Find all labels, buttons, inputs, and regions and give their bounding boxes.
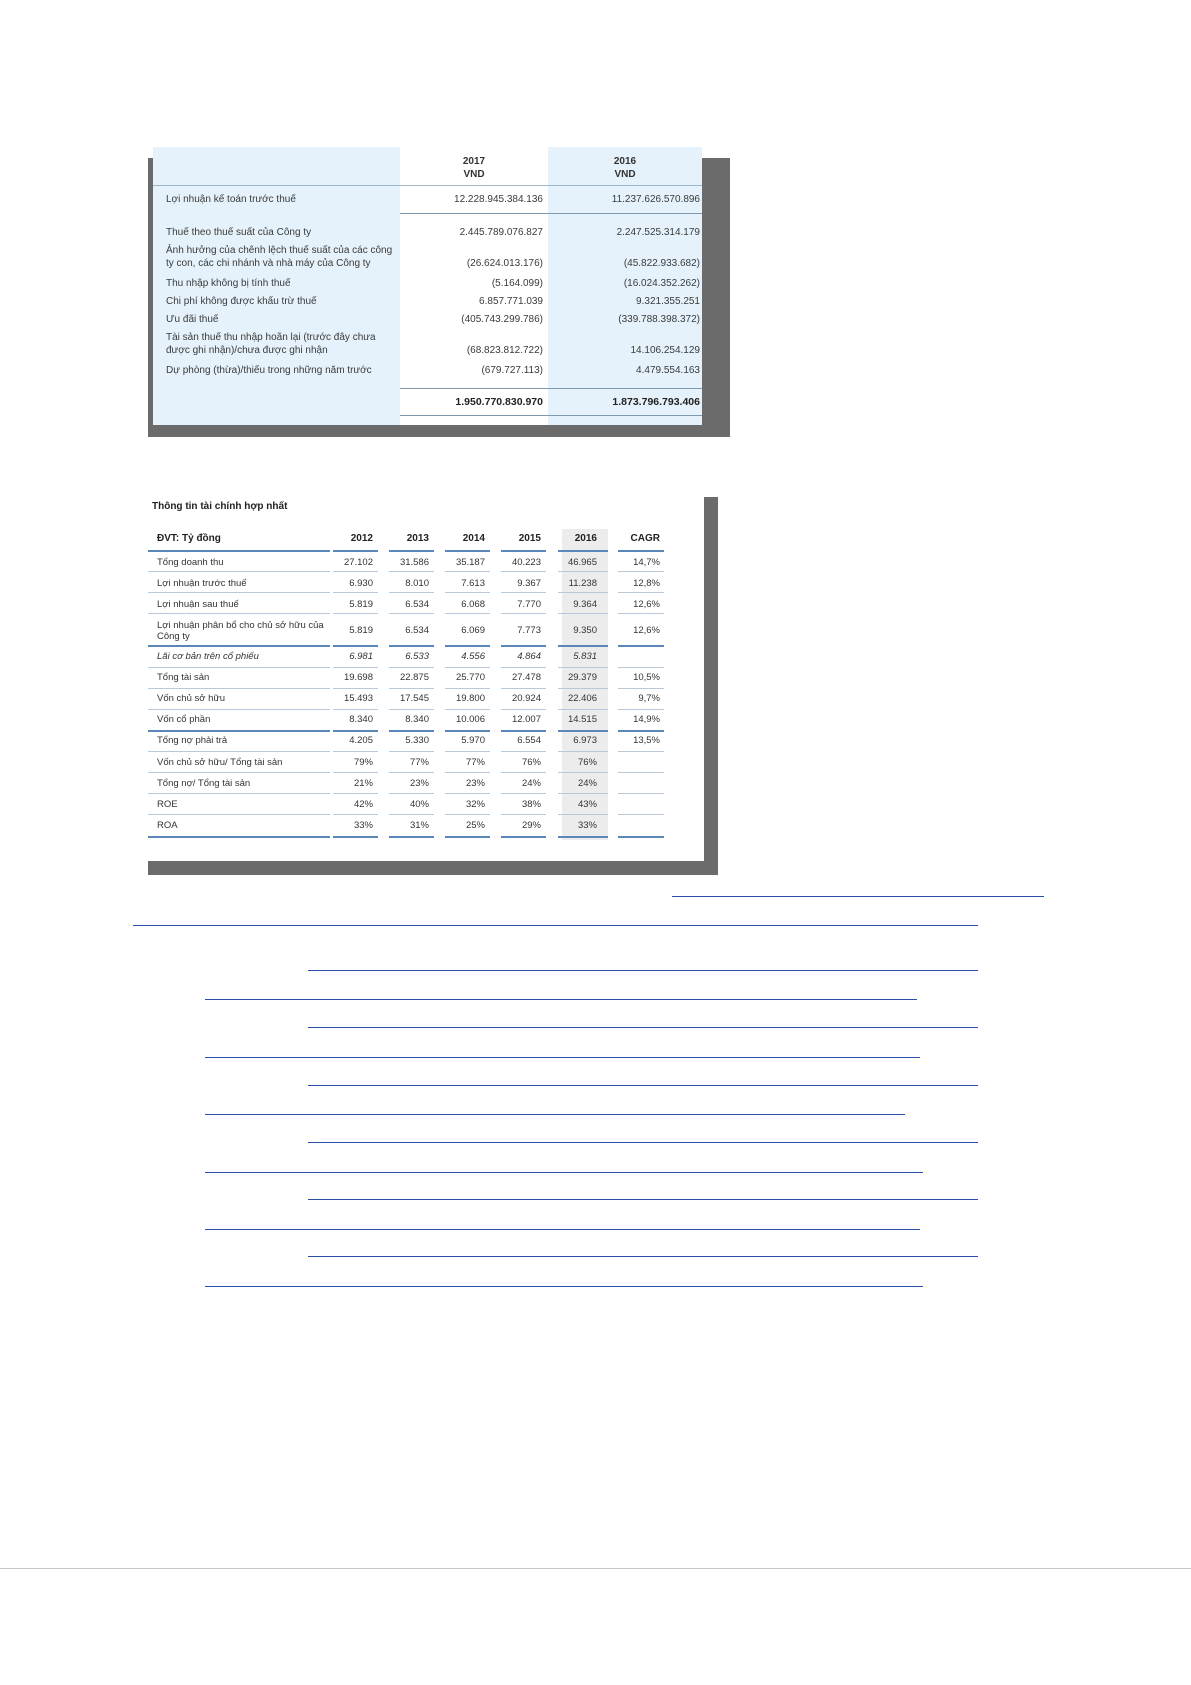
tax-reconciliation-table <box>148 147 730 437</box>
row-rule <box>445 751 490 752</box>
cagr-cell: 14,9% <box>633 714 660 725</box>
row-label: Tổng tài sản <box>157 672 210 683</box>
total-bottom-rule <box>400 415 702 416</box>
value-cell: 6.981 <box>349 651 373 662</box>
row-rule <box>445 709 490 710</box>
row-rule <box>389 688 434 689</box>
value-cell: 27.102 <box>343 557 373 568</box>
row-label: Lợi nhuận phân bổ cho chủ sở hữu của Công ty <box>157 620 324 642</box>
value-2016: (45.822.933.682) <box>623 258 700 269</box>
section-rule <box>389 730 434 732</box>
row-label: ROE <box>157 799 178 810</box>
value-cell: 29% <box>521 820 541 831</box>
row-rule <box>389 793 434 794</box>
row-rule <box>389 814 434 815</box>
row-label: Chi phí không được khấu trừ thuế <box>166 296 317 307</box>
unit-label: VND <box>463 169 485 180</box>
value-2016: 11.237.626.570.896 <box>611 194 700 205</box>
value-cell: 11.238 <box>568 578 597 589</box>
blank-line[interactable] <box>205 1172 923 1173</box>
value-cell: 6.069 <box>461 625 485 636</box>
value-cell: 22.875 <box>399 672 429 683</box>
row-rule <box>148 709 330 710</box>
cagr-cell: 10,5% <box>633 672 660 683</box>
value-cell: 31% <box>409 820 429 831</box>
blank-line[interactable] <box>205 999 917 1000</box>
value-cell: 6.554 <box>517 735 541 746</box>
value-2017: (26.624.013.176) <box>466 258 543 269</box>
value-2017: (679.727.113) <box>481 365 543 376</box>
value-cell: 7.613 <box>461 578 485 589</box>
unit-header: ĐVT: Tỷ đồng <box>157 533 221 544</box>
value-cell: 27.478 <box>511 672 541 683</box>
blank-line[interactable] <box>672 896 1044 897</box>
value-2017: (68.823.812.722) <box>466 345 543 356</box>
value-cell: 10.006 <box>455 714 485 725</box>
cagr-cell: 12,6% <box>633 625 660 636</box>
value-2016: 9.321.355.251 <box>636 296 700 307</box>
row-rule <box>148 667 330 668</box>
row-label: Vốn chủ sở hữu <box>157 693 226 704</box>
value-cell: 23% <box>465 778 485 789</box>
section-rule <box>333 730 378 732</box>
row-rule <box>618 571 664 572</box>
cagr-cell: 13,5% <box>633 735 660 746</box>
value-cell: 21% <box>353 778 373 789</box>
value-cell: 6.973 <box>573 735 597 746</box>
row-rule <box>445 613 490 614</box>
value-cell: 8.340 <box>405 714 429 725</box>
value-cell: 77% <box>409 757 429 768</box>
total-2016: 1.873.796.793.406 <box>612 396 700 408</box>
section-rule <box>558 836 608 838</box>
row-rule <box>333 709 378 710</box>
value-cell: 5.831 <box>573 651 597 662</box>
value-cell: 40% <box>409 799 429 810</box>
cagr-cell: 12,6% <box>633 599 660 610</box>
row-rule <box>389 772 434 773</box>
row-rule <box>501 688 546 689</box>
section-rule <box>558 730 608 732</box>
total-top-rule <box>400 388 702 389</box>
row-rule <box>148 613 330 614</box>
consolidated-financial-table <box>148 497 718 875</box>
row-rule <box>501 814 546 815</box>
year-header: 2012 <box>350 533 373 544</box>
value-cell: 76% <box>521 757 541 768</box>
value-cell: 19.800 <box>455 693 485 704</box>
row-rule <box>333 592 378 593</box>
value-cell: 23% <box>409 778 429 789</box>
row-rule <box>558 688 608 689</box>
value-cell: 76% <box>577 757 597 768</box>
section-rule <box>148 550 330 552</box>
row-label: Vốn chủ sở hữu/ Tổng tài sản <box>157 757 283 768</box>
value-cell: 15.493 <box>343 693 373 704</box>
value-cell: 4.556 <box>461 651 485 662</box>
value-cell: 7.770 <box>517 599 541 610</box>
blank-line[interactable] <box>308 1199 978 1200</box>
row-rule <box>618 814 664 815</box>
value-cell: 25% <box>465 820 485 831</box>
value-cell: 40.223 <box>511 557 541 568</box>
row-label: Lợi nhuận trước thuế <box>157 578 247 589</box>
row-label: Tổng doanh thu <box>157 557 224 568</box>
row-rule <box>558 613 608 614</box>
header-rule <box>153 185 702 186</box>
value-cell: 35.187 <box>455 557 485 568</box>
section-rule <box>148 836 330 838</box>
section-rule <box>501 730 546 732</box>
row-rule <box>618 613 664 614</box>
value-cell: 24% <box>521 778 541 789</box>
value-cell: 5.330 <box>405 735 429 746</box>
value-cell: 25.770 <box>455 672 485 683</box>
section-rule <box>333 550 378 552</box>
section-rule <box>501 836 546 838</box>
row-label: Tổng nợ phải trả <box>157 735 228 746</box>
row-rule <box>501 751 546 752</box>
value-cell: 19.698 <box>343 672 373 683</box>
row-rule <box>618 751 664 752</box>
row-rule <box>618 592 664 593</box>
value-2017: (405.743.299.786) <box>461 314 543 325</box>
table-title: Thông tin tài chính hợp nhất <box>152 501 288 512</box>
row-rule <box>558 709 608 710</box>
blank-line[interactable] <box>205 1057 920 1058</box>
row-label: Thu nhập không bị tính thuế <box>166 278 291 289</box>
table-sheet <box>148 497 704 861</box>
value-cell: 4.205 <box>349 735 373 746</box>
value-cell: 42% <box>353 799 373 810</box>
value-cell: 38% <box>521 799 541 810</box>
year-header: 2014 <box>462 533 485 544</box>
row-rule <box>445 667 490 668</box>
value-cell: 6.930 <box>349 578 373 589</box>
value-cell: 32% <box>465 799 485 810</box>
section-rule <box>389 836 434 838</box>
value-cell: 9.350 <box>573 625 597 636</box>
row-rule <box>148 571 330 572</box>
value-cell: 5.819 <box>349 625 373 636</box>
row-rule <box>389 613 434 614</box>
row-rule <box>333 571 378 572</box>
row-rule <box>501 571 546 572</box>
section-rule <box>618 730 664 732</box>
value-cell: 5.970 <box>461 735 485 746</box>
row-rule <box>445 592 490 593</box>
blank-line[interactable] <box>205 1286 923 1287</box>
row-rule <box>558 814 608 815</box>
blank-line[interactable] <box>308 1256 978 1257</box>
value-2016: (16.024.352.262) <box>623 278 700 289</box>
year-label: 2016 <box>613 156 637 167</box>
value-cell: 8.010 <box>405 578 429 589</box>
row-rule <box>389 709 434 710</box>
section-rule <box>618 645 664 647</box>
section-rule <box>558 645 608 647</box>
value-cell: 5.819 <box>349 599 373 610</box>
row-rule <box>501 592 546 593</box>
value-cell: 22.406 <box>567 693 597 704</box>
section-rule <box>618 550 664 552</box>
value-cell: 6.534 <box>405 599 429 610</box>
value-cell: 9.364 <box>573 599 597 610</box>
row-label: Lợi nhuận sau thuế <box>157 599 239 610</box>
row-rule <box>333 613 378 614</box>
row-rule <box>389 751 434 752</box>
value-cell: 6.534 <box>405 625 429 636</box>
row-label: ROA <box>157 820 178 831</box>
footer-rule <box>0 1568 1191 1569</box>
value-cell: 4.864 <box>517 651 541 662</box>
value-2016: 2.247.525.314.179 <box>616 227 700 238</box>
blank-line[interactable] <box>308 1027 978 1028</box>
row-rule <box>558 571 608 572</box>
blank-line[interactable] <box>308 1085 978 1086</box>
section-rule <box>389 645 434 647</box>
value-cell: 33% <box>353 820 373 831</box>
value-cell: 79% <box>353 757 373 768</box>
section-rule <box>445 645 490 647</box>
cagr-cell: 12,8% <box>633 578 660 589</box>
section-rule <box>501 645 546 647</box>
blank-line[interactable] <box>308 1142 978 1143</box>
row-rule <box>558 667 608 668</box>
row-rule <box>445 793 490 794</box>
section-rule <box>558 550 608 552</box>
year-header: 2015 <box>518 533 541 544</box>
row-rule <box>389 592 434 593</box>
row-rule <box>501 709 546 710</box>
row-rule <box>389 667 434 668</box>
value-2017: (5.164.099) <box>491 278 543 289</box>
row-rule <box>501 613 546 614</box>
section-rule <box>333 645 378 647</box>
value-cell: 12.007 <box>511 714 541 725</box>
row-rule <box>333 667 378 668</box>
column-header-2017 <box>400 155 548 181</box>
value-2016: 4.479.554.163 <box>636 365 700 376</box>
value-2017: 2.445.789.076.827 <box>459 227 543 238</box>
row-rule <box>445 772 490 773</box>
value-2016: 14.106.254.129 <box>630 345 700 356</box>
row-label: Lợi nhuận kế toán trước thuế <box>166 194 296 205</box>
section-rule <box>148 730 330 732</box>
row-label: Tổng nợ/ Tổng tài sản <box>157 778 251 789</box>
row-rule <box>148 814 330 815</box>
row-label: Thuế theo thuế suất của Công ty <box>166 227 312 238</box>
row-rule <box>445 571 490 572</box>
value-cell: 24% <box>577 778 597 789</box>
total-2017: 1.950.770.830.970 <box>455 396 543 408</box>
section-rule <box>618 836 664 838</box>
value-cell: 6.533 <box>405 651 429 662</box>
blank-line[interactable] <box>205 1229 920 1230</box>
value-cell: 9.367 <box>517 578 541 589</box>
year-header: 2013 <box>406 533 429 544</box>
row-rule <box>618 772 664 773</box>
row-label: Vốn cổ phần <box>157 714 211 725</box>
value-cell: 8.340 <box>349 714 373 725</box>
section-rule <box>389 550 434 552</box>
value-2016: (339.788.398.372) <box>618 314 700 325</box>
row-rule <box>618 793 664 794</box>
row-rule <box>148 772 330 773</box>
row-label: Ảnh hưởng của chênh lệch thuế suất của các công ty con, các chi nhánh và nhà máy của Công ty <box>166 245 393 269</box>
value-cell: 14.515 <box>567 714 597 725</box>
unit-label: VND <box>614 169 636 180</box>
row-rule <box>333 772 378 773</box>
value-cell: 31.586 <box>399 557 429 568</box>
row-rule <box>333 688 378 689</box>
blank-line[interactable] <box>308 970 978 971</box>
value-cell: 43% <box>577 799 597 810</box>
table-sheet <box>153 147 702 425</box>
section-rule <box>445 836 490 838</box>
row-rule <box>148 793 330 794</box>
row-rule <box>501 772 546 773</box>
row-rule <box>618 709 664 710</box>
row-rule <box>333 751 378 752</box>
value-cell: 20.924 <box>511 693 541 704</box>
value-cell: 46.965 <box>567 557 597 568</box>
row-rule <box>558 592 608 593</box>
row-rule <box>389 571 434 572</box>
section-rule <box>148 645 330 647</box>
value-cell: 33% <box>577 820 597 831</box>
row-label: Dự phòng (thừa)/thiếu trong những năm trước <box>166 365 372 376</box>
column-header-2016 <box>548 155 702 181</box>
row-label: Lãi cơ bản trên cổ phiếu <box>157 651 259 662</box>
row-label: Tài sản thuế thu nhập hoãn lại (trước đây chưa được ghi nhận)/chưa được ghi nhận <box>166 332 376 356</box>
value-cell: 7.773 <box>517 625 541 636</box>
value-cell: 77% <box>465 757 485 768</box>
section-rule <box>501 550 546 552</box>
row-rule <box>333 793 378 794</box>
row-rule <box>558 751 608 752</box>
row-rule <box>558 772 608 773</box>
row-rule <box>445 688 490 689</box>
row-rule <box>148 688 330 689</box>
section-rule <box>333 836 378 838</box>
value-2017: 6.857.771.039 <box>479 296 543 307</box>
year-header: 2016 <box>574 533 597 544</box>
value-2017: 12.228.945.384.136 <box>454 194 543 205</box>
row-rule <box>501 793 546 794</box>
cagr-cell: 14,7% <box>633 557 660 568</box>
blank-line[interactable] <box>205 1114 905 1115</box>
section-rule <box>400 213 702 214</box>
row-rule <box>333 814 378 815</box>
value-cell: 6.068 <box>461 599 485 610</box>
section-rule <box>445 730 490 732</box>
cagr-cell: 9,7% <box>638 693 660 704</box>
row-rule <box>501 667 546 668</box>
row-label: Ưu đãi thuế <box>166 314 219 325</box>
row-rule <box>618 667 664 668</box>
value-cell: 29.379 <box>567 672 597 683</box>
row-rule <box>148 592 330 593</box>
row-rule <box>148 751 330 752</box>
cagr-header: CAGR <box>630 533 660 544</box>
section-rule <box>445 550 490 552</box>
value-cell: 17.545 <box>399 693 429 704</box>
row-rule <box>618 688 664 689</box>
row-rule <box>445 814 490 815</box>
year-label: 2017 <box>462 156 486 167</box>
row-rule <box>558 793 608 794</box>
blank-line[interactable] <box>133 925 978 926</box>
